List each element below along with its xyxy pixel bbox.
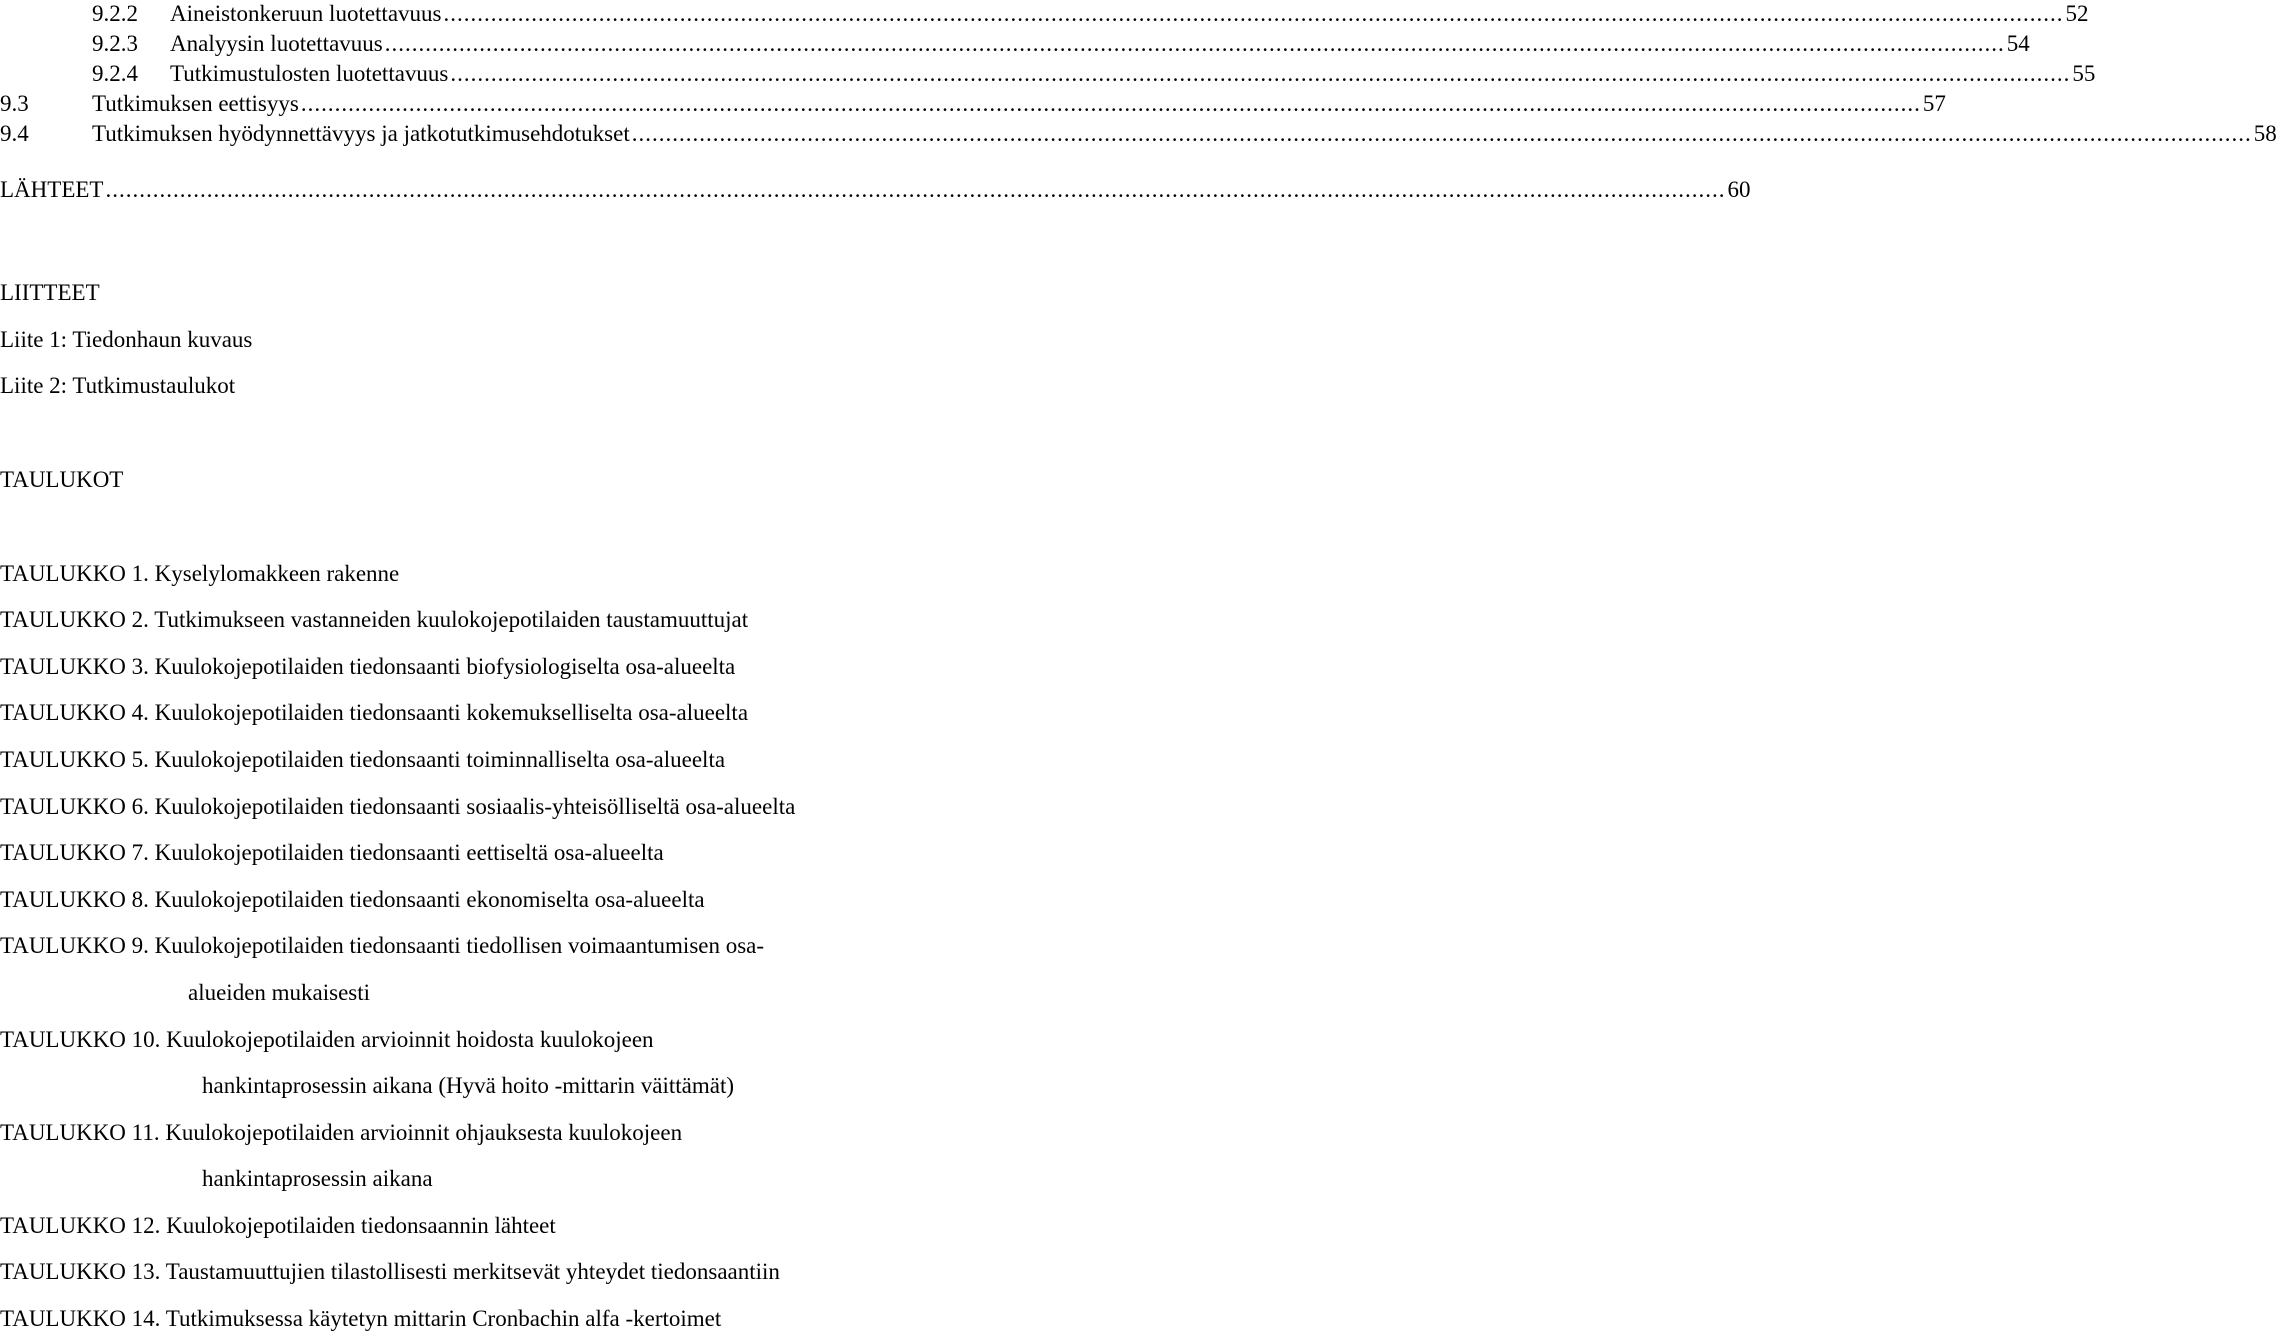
- taulukko-item[interactable]: TAULUKKO 8. Kuulokojepotilaiden tiedonsaanti ekonomiselta osa-alueelta: [0, 887, 705, 912]
- taulukko-item[interactable]: TAULUKKO 5. Kuulokojepotilaiden tiedonsaanti toiminnalliselta osa-alueelta: [0, 747, 726, 772]
- toc-entry-title: Tutkimuksen eettisyys: [92, 91, 299, 116]
- taulukot-heading: TAULUKOT: [0, 467, 124, 492]
- taulukko-item-continuation[interactable]: hankintaprosessin aikana (Hyvä hoito -mittarin väittämät): [202, 1073, 735, 1098]
- toc-entry-number: 9.4: [0, 121, 29, 146]
- taulukko-item[interactable]: TAULUKKO 2. Tutkimukseen vastanneiden kuulokojepotilaiden taustamuuttujat: [0, 607, 749, 632]
- toc-entry-page: 58: [2253, 121, 2277, 146]
- toc-entry-number: 9.2.3: [92, 31, 138, 56]
- dot-leader: ................................................................................................................................................................................................................................................: [631, 121, 2252, 146]
- toc-entry[interactable]: [0, 121, 2277, 146]
- taulukko-item[interactable]: TAULUKKO 10. Kuulokojepotilaiden arvioinnit hoidosta kuulokojeen: [0, 1027, 654, 1052]
- taulukko-item[interactable]: TAULUKKO 12. Kuulokojepotilaiden tiedonsaannin lähteet: [0, 1213, 556, 1238]
- toc-entry[interactable]: [92, 61, 2096, 86]
- toc-entry-title: Aineistonkeruun luotettavuus: [170, 1, 442, 26]
- dot-leader: ................................................................................................................................................................................................................................................: [300, 91, 1921, 116]
- dot-leader: ................................................................................................................................................................................................................................................: [443, 1, 2064, 26]
- toc-entry-title: Tutkimuksen hyödynnettävyys ja jatkotutkimusehdotukset: [92, 121, 630, 146]
- toc-entry-page: 52: [2065, 1, 2089, 26]
- toc-entry-number: 9.2.2: [92, 1, 138, 26]
- taulukko-item-continuation[interactable]: alueiden mukaisesti: [188, 980, 371, 1005]
- liite-item[interactable]: Liite 2: Tutkimustaulukot: [0, 373, 236, 398]
- taulukko-item[interactable]: TAULUKKO 11. Kuulokojepotilaiden arvioinnit ohjauksesta kuulokojeen: [0, 1120, 683, 1145]
- toc-entry-title: Tutkimustulosten luotettavuus: [170, 61, 449, 86]
- toc-entry-lahteet[interactable]: [0, 177, 1751, 202]
- toc-entry-page: 55: [2072, 61, 2096, 86]
- toc-entry-title: LÄHTEET: [0, 177, 104, 202]
- taulukko-item-continuation[interactable]: hankintaprosessin aikana: [202, 1166, 433, 1191]
- toc-entry-title: Analyysin luotettavuus: [170, 31, 383, 56]
- toc-entry-number: 9.3: [0, 91, 29, 116]
- taulukko-item[interactable]: TAULUKKO 3. Kuulokojepotilaiden tiedonsaanti biofysiologiselta osa-alueelta: [0, 654, 736, 679]
- toc-entry[interactable]: [0, 91, 1946, 116]
- toc-entry-number: 9.2.4: [92, 61, 138, 86]
- toc-entry-page: 57: [1922, 91, 1946, 116]
- taulukko-item[interactable]: TAULUKKO 1. Kyselylomakkeen rakenne: [0, 561, 400, 586]
- toc-entry-page: 54: [2006, 31, 2030, 56]
- liite-item[interactable]: Liite 1: Tiedonhaun kuvaus: [0, 327, 253, 352]
- taulukko-item[interactable]: TAULUKKO 7. Kuulokojepotilaiden tiedonsaanti eettiseltä osa-alueelta: [0, 840, 664, 865]
- taulukko-item[interactable]: TAULUKKO 9. Kuulokojepotilaiden tiedonsaanti tiedollisen voimaantumisen osa-: [0, 933, 765, 958]
- taulukko-item[interactable]: TAULUKKO 6. Kuulokojepotilaiden tiedonsaanti sosiaalis-yhteisölliseltä osa-alueelta: [0, 794, 796, 819]
- dot-leader: ................................................................................................................................................................................................................................................: [105, 177, 1726, 202]
- dot-leader: ................................................................................................................................................................................................................................................: [384, 31, 2005, 56]
- liitteet-heading: LIITTEET: [0, 280, 100, 305]
- taulukko-item[interactable]: TAULUKKO 4. Kuulokojepotilaiden tiedonsaanti kokemukselliselta osa-alueelta: [0, 700, 749, 725]
- toc-entry[interactable]: [92, 1, 2089, 26]
- toc-entry-page: 60: [1727, 177, 1751, 202]
- dot-leader: ................................................................................................................................................................................................................................................: [450, 61, 2071, 86]
- taulukko-item[interactable]: TAULUKKO 13. Taustamuuttujien tilastollisesti merkitsevät yhteydet tiedonsaantiin: [0, 1259, 780, 1284]
- taulukko-item[interactable]: TAULUKKO 14. Tutkimuksessa käytetyn mittarin Cronbachin alfa -kertoimet: [0, 1306, 722, 1331]
- toc-entry[interactable]: [92, 31, 2030, 56]
